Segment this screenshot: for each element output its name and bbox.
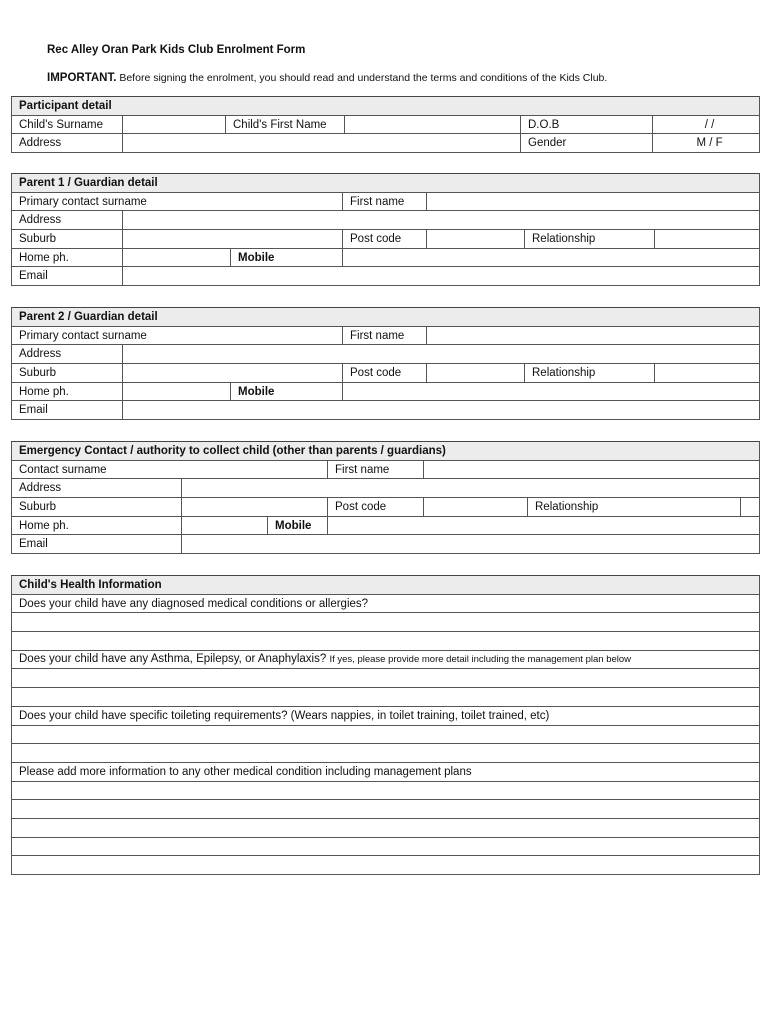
parent1-email-label: Email [12, 267, 123, 286]
health-answer-line[interactable] [12, 744, 760, 763]
health-question-medical: Does your child have any diagnosed medical conditions or allergies? [12, 594, 760, 613]
parent2-mobile-label: Mobile [231, 382, 343, 401]
health-answer-line[interactable] [12, 725, 760, 744]
emergency-address-field[interactable] [182, 479, 760, 498]
health-answer-line[interactable] [12, 856, 760, 875]
parent1-surname-label: Primary contact surname [12, 192, 343, 211]
emergency-postcode-label: Post code [328, 498, 424, 517]
parent2-address-field[interactable] [123, 345, 760, 364]
parent1-suburb-field[interactable] [123, 230, 343, 249]
emergency-relationship-field[interactable] [741, 498, 760, 517]
important-text: Before signing the enrolment, you should read and understand the terms and conditions of the Kids Club. [119, 72, 608, 84]
emergency-home-ph-label: Home ph. [12, 516, 182, 535]
dob-field[interactable]: / / [653, 115, 760, 134]
parent2-first-name-label: First name [343, 326, 427, 345]
emergency-mobile-field[interactable] [328, 516, 760, 535]
parent2-suburb-label: Suburb [12, 364, 123, 383]
health-info-section [11, 575, 760, 875]
health-question-other: Please add more information to any other medical condition including management plans [12, 762, 760, 781]
emergency-email-field[interactable] [182, 535, 760, 554]
parent1-address-label: Address [12, 211, 123, 230]
parent1-home-ph-field[interactable] [123, 248, 231, 267]
health-answer-line[interactable] [12, 688, 760, 707]
important-notice [47, 72, 607, 84]
parent1-relationship-label: Relationship [525, 230, 655, 249]
health-question-asthma [12, 650, 760, 669]
important-label: IMPORTANT. [47, 72, 117, 84]
parent1-postcode-label: Post code [343, 230, 427, 249]
address-field[interactable] [123, 134, 521, 153]
parent2-mobile-field[interactable] [343, 382, 760, 401]
parent1-email-field[interactable] [123, 267, 760, 286]
childs-first-name-field[interactable] [345, 115, 521, 134]
parent1-first-name-label: First name [343, 192, 427, 211]
emergency-surname-label: Contact surname [12, 460, 328, 479]
parent2-first-name-field[interactable] [427, 326, 760, 345]
health-answer-line[interactable] [12, 800, 760, 819]
asthma-question-note: If yes, please provide more detail including the management plan below [329, 654, 632, 666]
parent2-section [11, 307, 760, 420]
parent1-mobile-field[interactable] [343, 248, 760, 267]
parent2-postcode-field[interactable] [427, 364, 525, 383]
parent2-suburb-field[interactable] [123, 364, 343, 383]
emergency-mobile-label: Mobile [268, 516, 328, 535]
parent1-first-name-field[interactable] [427, 192, 760, 211]
emergency-header: Emergency Contact / authority to collect child (other than parents / guardians) [12, 442, 760, 461]
emergency-home-ph-field[interactable] [182, 516, 268, 535]
emergency-first-name-field[interactable] [424, 460, 760, 479]
parent2-surname-label: Primary contact surname [12, 326, 343, 345]
emergency-relationship-label: Relationship [528, 498, 741, 517]
health-answer-line[interactable] [12, 818, 760, 837]
parent1-mobile-label: Mobile [231, 248, 343, 267]
parent1-suburb-label: Suburb [12, 230, 123, 249]
gender-field[interactable]: M / F [653, 134, 760, 153]
health-header: Child's Health Information [12, 576, 760, 595]
parent1-home-ph-label: Home ph. [12, 248, 123, 267]
parent2-home-ph-field[interactable] [123, 382, 231, 401]
parent2-email-label: Email [12, 401, 123, 420]
participant-detail-section [11, 96, 760, 153]
health-answer-line[interactable] [12, 837, 760, 856]
parent2-postcode-label: Post code [343, 364, 427, 383]
emergency-address-label: Address [12, 479, 182, 498]
parent1-postcode-field[interactable] [427, 230, 525, 249]
parent1-section [11, 173, 760, 286]
parent2-relationship-label: Relationship [525, 364, 655, 383]
childs-surname-label: Child's Surname [12, 115, 123, 134]
emergency-suburb-label: Suburb [12, 498, 182, 517]
childs-first-name-label: Child's First Name [226, 115, 345, 134]
dob-label: D.O.B [521, 115, 653, 134]
asthma-question-text: Does your child have any Asthma, Epilepsy, or Anaphylaxis? [19, 653, 327, 666]
parent1-relationship-field[interactable] [655, 230, 760, 249]
parent2-header: Parent 2 / Guardian detail [12, 308, 760, 327]
parent2-address-label: Address [12, 345, 123, 364]
gender-label: Gender [521, 134, 653, 153]
childs-surname-field[interactable] [123, 115, 226, 134]
address-label: Address [12, 134, 123, 153]
health-answer-line[interactable] [12, 781, 760, 800]
emergency-first-name-label: First name [328, 460, 424, 479]
parent2-home-ph-label: Home ph. [12, 382, 123, 401]
form-title: Rec Alley Oran Park Kids Club Enrolment Form [47, 44, 306, 56]
health-answer-line[interactable] [12, 632, 760, 651]
health-question-toileting: Does your child have specific toileting requirements? (Wears nappies, in toilet training, toilet trained, etc) [12, 706, 760, 725]
emergency-contact-section [11, 441, 760, 554]
health-answer-line[interactable] [12, 613, 760, 632]
emergency-email-label: Email [12, 535, 182, 554]
emergency-suburb-field[interactable] [182, 498, 328, 517]
participant-header: Participant detail [12, 97, 760, 116]
emergency-postcode-field[interactable] [424, 498, 528, 517]
parent2-email-field[interactable] [123, 401, 760, 420]
parent1-header: Parent 1 / Guardian detail [12, 174, 760, 193]
parent1-address-field[interactable] [123, 211, 760, 230]
health-answer-line[interactable] [12, 669, 760, 688]
parent2-relationship-field[interactable] [655, 364, 760, 383]
